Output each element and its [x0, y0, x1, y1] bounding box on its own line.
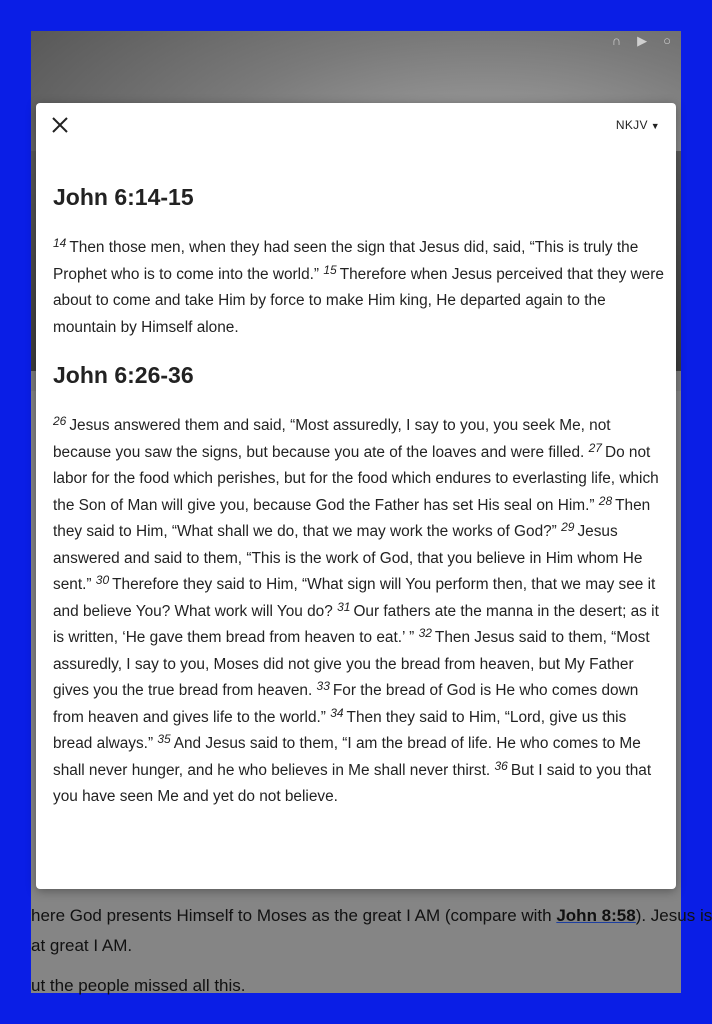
verse-text: Jesus answered and said to them, “This is the work of God, that you believe in Him whom He sent.”: [53, 523, 643, 593]
verse-text: Then those men, when they had seen the sign that Jesus did, said, “This is truly the Prophet who is to come into the world.”: [53, 239, 639, 283]
verse-text: Therefore when Jesus perceived that they were about to come and take Him by force to make Him king, He departed again to the mountain by Himself alone.: [53, 265, 664, 336]
headphones-icon[interactable]: ∩: [611, 33, 622, 48]
john-8-58-link[interactable]: John 8:58: [556, 906, 636, 925]
passage-text: [53, 235, 665, 341]
version-dropdown[interactable]: [616, 118, 660, 132]
verse-number: 31: [337, 599, 351, 614]
verse-text: For the bread of God is He who comes down from heaven and gives life to the world.”: [53, 682, 639, 726]
passage-text: [53, 413, 665, 811]
verse-number: 15: [323, 262, 337, 277]
verse-number: 36: [494, 758, 508, 773]
scripture-modal: [36, 103, 676, 889]
verse-text: Then they said to Him, “Lord, give us this bread always.”: [53, 708, 627, 752]
passage-list: [53, 181, 665, 829]
verse-number: 30: [95, 573, 110, 587]
article-line: here God presents Himself to Moses as the great I AM (compare with John 8:58). Jesus is: [31, 906, 712, 925]
verse-text: But I said to you that you have seen Me and yet do not believe.: [53, 761, 652, 805]
video-icon[interactable]: ▶: [637, 33, 648, 48]
close-icon: [48, 113, 72, 137]
close-button[interactable]: [48, 113, 72, 137]
passage-reference: John 6:26-36: [53, 362, 194, 388]
article-line: ut the people missed all this.: [31, 976, 246, 995]
verse-text: Then they said to Him, “What shall we do, that we may work the works of God?”: [53, 496, 651, 540]
media-icons: [612, 33, 671, 49]
verse-text: Jesus answered them and said, “Most assuredly, I say to you, you seek Me, not because you saw the signs, but because you ate of the loaves and were filled.: [53, 417, 611, 461]
verse-number: 32: [418, 626, 432, 640]
caret-down-icon: ▼: [650, 121, 660, 131]
article-line: at great I AM.: [31, 936, 133, 955]
verse-number: 27: [588, 440, 602, 455]
verse-text: Do not labor for the food which perishes, but for the food which endures to everlasting life, which the Son of Man will give you, because God the Father has set His seal on Him.”: [53, 443, 659, 514]
verse-number: 29: [561, 520, 575, 534]
verse-number: 34: [330, 705, 344, 720]
verse-number: 33: [316, 679, 330, 693]
more-icon[interactable]: ○: [663, 33, 671, 48]
verse-text: Then Jesus said to them, “Most assuredly, I say to you, Moses did not give you the bread from heaven, but My Father gives you the true bread from heaven.: [53, 629, 650, 699]
verse-number: 28: [598, 493, 613, 508]
verse-text: Therefore they said to Him, “What sign will You perform then, that we may see it and believe You? What work will You do?: [53, 576, 656, 620]
passage-reference: John 6:14-15: [53, 184, 194, 210]
verse-number: 26: [53, 414, 67, 428]
verse-number: 35: [157, 732, 171, 746]
verse-text: And Jesus said to them, “I am the bread of life. He who comes to Me shall never hunger, and he who believes in Me shall never thirst.: [53, 735, 641, 779]
verse-text: Our fathers ate the manna in the desert; as it is written, ‘He gave them bread from heaven to eat.’ ”: [53, 602, 659, 646]
verse-number: 14: [53, 236, 67, 250]
version-label: NKJV: [615, 118, 648, 132]
